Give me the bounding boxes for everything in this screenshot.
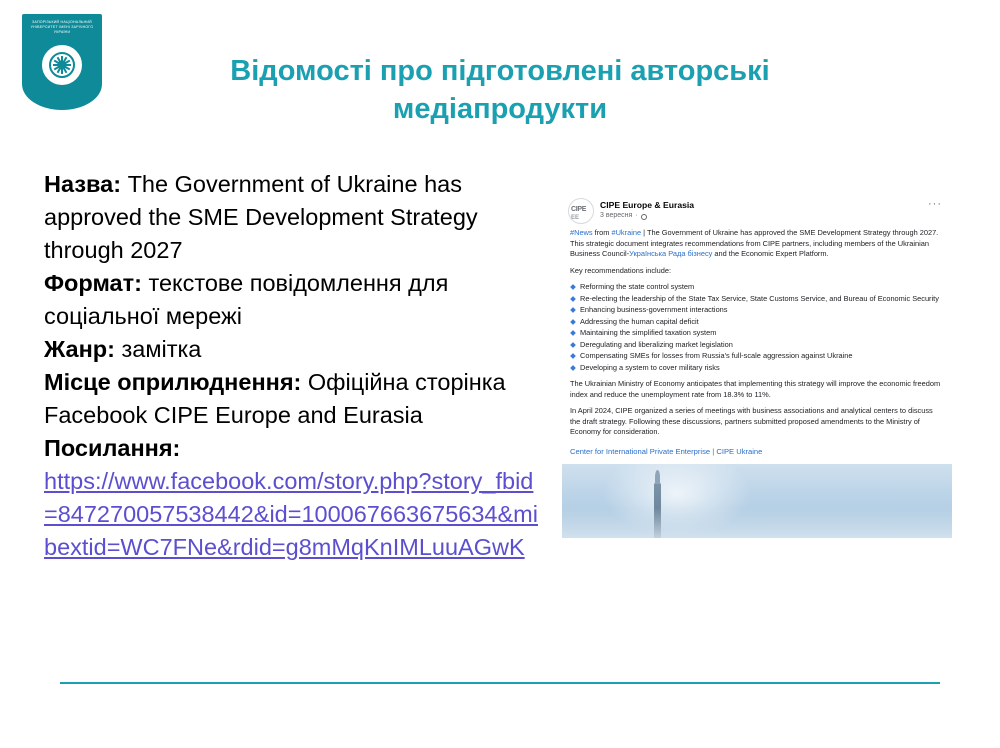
- footer-divider: [60, 682, 940, 684]
- field-format-value: текстове повідомлення для соціальної мережі: [44, 270, 449, 329]
- hashtag-news[interactable]: #News: [570, 228, 593, 237]
- fb-post-footer: [562, 444, 952, 463]
- field-posylannya-label: Посилання:: [44, 435, 181, 461]
- fb-post-header: [562, 192, 952, 226]
- image-haze: [562, 508, 952, 538]
- fb-paragraph-2: The Ukrainian Ministry of Economy anticipates that implementing this strategy will improve the economic freedom index and reduce the unemployment rate from 18.3% to 11%.: [570, 379, 941, 399]
- facebook-post-link[interactable]: https://www.facebook.com/story.php?story_fbid=847270057538442&id=100067663675634&mibextid=WC7FNe&rdid=g8mMqKnIMLuuAGwK: [44, 468, 538, 560]
- logo-top-text: ЗАПОРІЗЬКИЙ НАЦІОНАЛЬНИЙ УНІВЕРСИТЕТ ІМЕНІ ЗАРІЧНОГО УКРАЇНИ: [30, 20, 94, 34]
- list-item: Reforming the state control system: [570, 282, 942, 293]
- intro-body-1: | The Government of Ukraine has approved the SME Development Strategy through 2027. This strategic document integrates recommendations from CIPE partners, including members of the Ukrainian Business Council-: [570, 228, 939, 258]
- field-posylannya: [44, 432, 544, 465]
- intro-body-2: and the Economic Expert Platform.: [712, 249, 829, 258]
- hashtag-ukraine[interactable]: #Ukraine: [611, 228, 642, 237]
- field-format-label: Формат:: [44, 270, 142, 296]
- fb-post-image: [562, 464, 952, 538]
- field-nazva-value: The Government of Ukraine has approved the SME Development Strategy through 2027: [44, 171, 478, 263]
- list-item: Addressing the human capital deficit: [570, 317, 942, 328]
- field-format: [44, 267, 544, 333]
- fb-recommendations-intro: Key recommendations include:: [570, 265, 672, 275]
- fb-footer-separator: |: [712, 446, 715, 456]
- fb-footer-right[interactable]: CIPE Ukraine: [716, 446, 763, 456]
- fb-page-name[interactable]: CIPE Europe & Eurasia: [600, 200, 695, 210]
- field-zhanr-label: Жанр:: [44, 336, 115, 362]
- fb-post-body: [562, 226, 952, 438]
- avatar-mark: CIPE: [571, 206, 587, 213]
- list-item: Re-electing the leadership of the State Tax Service, State Customs Service, and Bureau of Economic Security: [570, 294, 942, 305]
- list-item: Deregulating and liberalizing market legislation: [570, 340, 942, 351]
- facebook-post-screenshot: [562, 192, 952, 542]
- fb-intro-paragraph: [570, 228, 942, 260]
- fb-timestamp[interactable]: 3 вересня: [600, 212, 633, 219]
- field-misce-label: Місце оприлюднення:: [44, 369, 302, 395]
- university-emblem-icon: [41, 44, 83, 86]
- field-nazva-label: Назва:: [44, 171, 122, 197]
- field-misce-value: Офіційна сторінка Facebook CIPE Europe and Eurasia: [44, 369, 506, 428]
- fb-header-text: [600, 198, 694, 221]
- fb-post-meta: [600, 211, 694, 221]
- field-nazva: [44, 168, 544, 267]
- list-item: Enhancing business-government interactions: [570, 305, 942, 316]
- ellipsis-icon[interactable]: ···: [928, 198, 942, 210]
- field-misce: [44, 366, 544, 432]
- university-logo: [22, 14, 102, 110]
- avatar[interactable]: [568, 198, 594, 224]
- fb-separator: ·: [635, 212, 638, 219]
- fb-footer-left[interactable]: Center for International Private Enterprise: [570, 446, 711, 456]
- intro-from: from: [592, 228, 612, 237]
- inline-link-ubc[interactable]: Українська Рада бізнесу: [629, 249, 713, 258]
- list-item: Developing a system to cover military risks: [570, 363, 942, 374]
- fb-paragraph-3: In April 2024, CIPE organized a series of meetings with business associations and analytical centers to discuss the draft strategy. Following these discussions, partners submitted proposed amendments to the Ministry of Economy for consideration.: [570, 406, 933, 436]
- avatar-sub: EE: [571, 215, 580, 221]
- field-zhanr: [44, 333, 544, 366]
- fb-recommendations-list: [570, 282, 942, 373]
- list-item: Maintaining the simplified taxation system: [570, 328, 942, 339]
- list-item: Compensating SMEs for losses from Russia's full-scale aggression against Ukraine: [570, 351, 942, 362]
- slide-title: Відомості про підготовлені авторські медіапродукти: [230, 55, 770, 125]
- field-zhanr-value: замітка: [114, 336, 202, 362]
- slide-body: [44, 168, 544, 564]
- globe-icon: [641, 214, 647, 220]
